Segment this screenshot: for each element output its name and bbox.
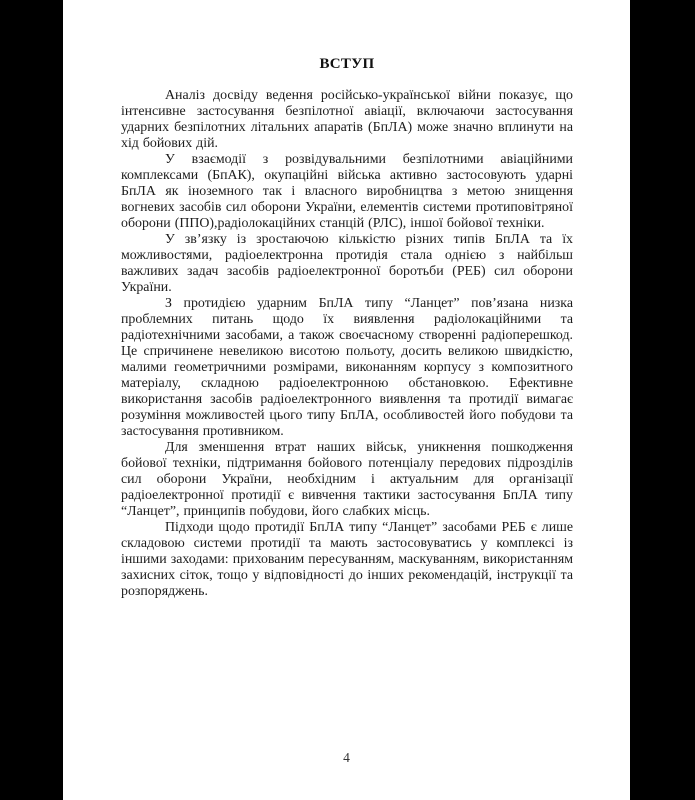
document-page: [63, 0, 630, 800]
scan-margin-right: [630, 0, 695, 800]
paragraph: У взаємодії з розвідувальними безпілотними авіаційними комплексами (БпАК), окупаційні війська активно застосовують ударні БпЛА як іноземного так і власного виробництва з метою знищення вогневих засобів сил оборони України, елементів системи протиповітряної оборони (ППО),радіолокаційних станцій (РЛС), іншої бойової техніки.: [121, 152, 573, 231]
paragraph: Для зменшення втрат наших військ, уникнення пошкодження бойової техніки, підтримання бойового потенціалу передових підрозділів сил оборони України, необхідним і актуальним для організації радіоелектронної протидії є вивчення тактики застосування БпЛА типу “Ланцет”, принципів побудови, його слабких місць.: [121, 440, 573, 519]
section-title: ВСТУП: [319, 56, 375, 72]
body-text: [121, 88, 573, 600]
page-number: 4: [343, 750, 350, 765]
paragraph: Підходи щодо протидії БпЛА типу “Ланцет” засобами РЕБ є лише складовою системи протидії та мають застосовуватись у комплексі із іншими заходами: прихованим пересуванням, маскуванням, використанням захисних сіток, тощо у відповідності до інших рекомендацій, інструкції та розпоряджень.: [121, 520, 573, 599]
paragraph: Аналіз досвіду ведення російсько-української війни показує, що інтенсивне застосування безпілотної авіації, включаючи застосування ударних безпілотних літальних апаратів (БпЛА) може значно вплинути на хід бойових дій.: [121, 88, 573, 151]
scan-margin-left: [0, 0, 63, 800]
paragraph: У зв’язку із зростаючою кількістю різних типів БпЛА та їх можливостями, радіоелектронна протидія стала однією з найбільш важливих задач засобів радіоелектронної боротьби (РЕБ) сил оборони України.: [121, 232, 573, 295]
paragraph: З протидією ударним БпЛА типу “Ланцет” пов’язана низка проблемних питань щодо їх виявлення радіолокаційними та радіотехнічними засобами, а також своєчасному створенні радіоперешкод. Це спричинене невеликою висотою польоту, досить великою швидкістю, малими геометричними розмірами, виконанням корпусу з композитного матеріалу, складною радіоелектронною обстановкою. Ефективне використання засобів радіоелектронного виявлення та протидії вимагає розуміння можливостей цього типу БпЛА, особливостей його побудови та застосування противником.: [121, 296, 573, 439]
